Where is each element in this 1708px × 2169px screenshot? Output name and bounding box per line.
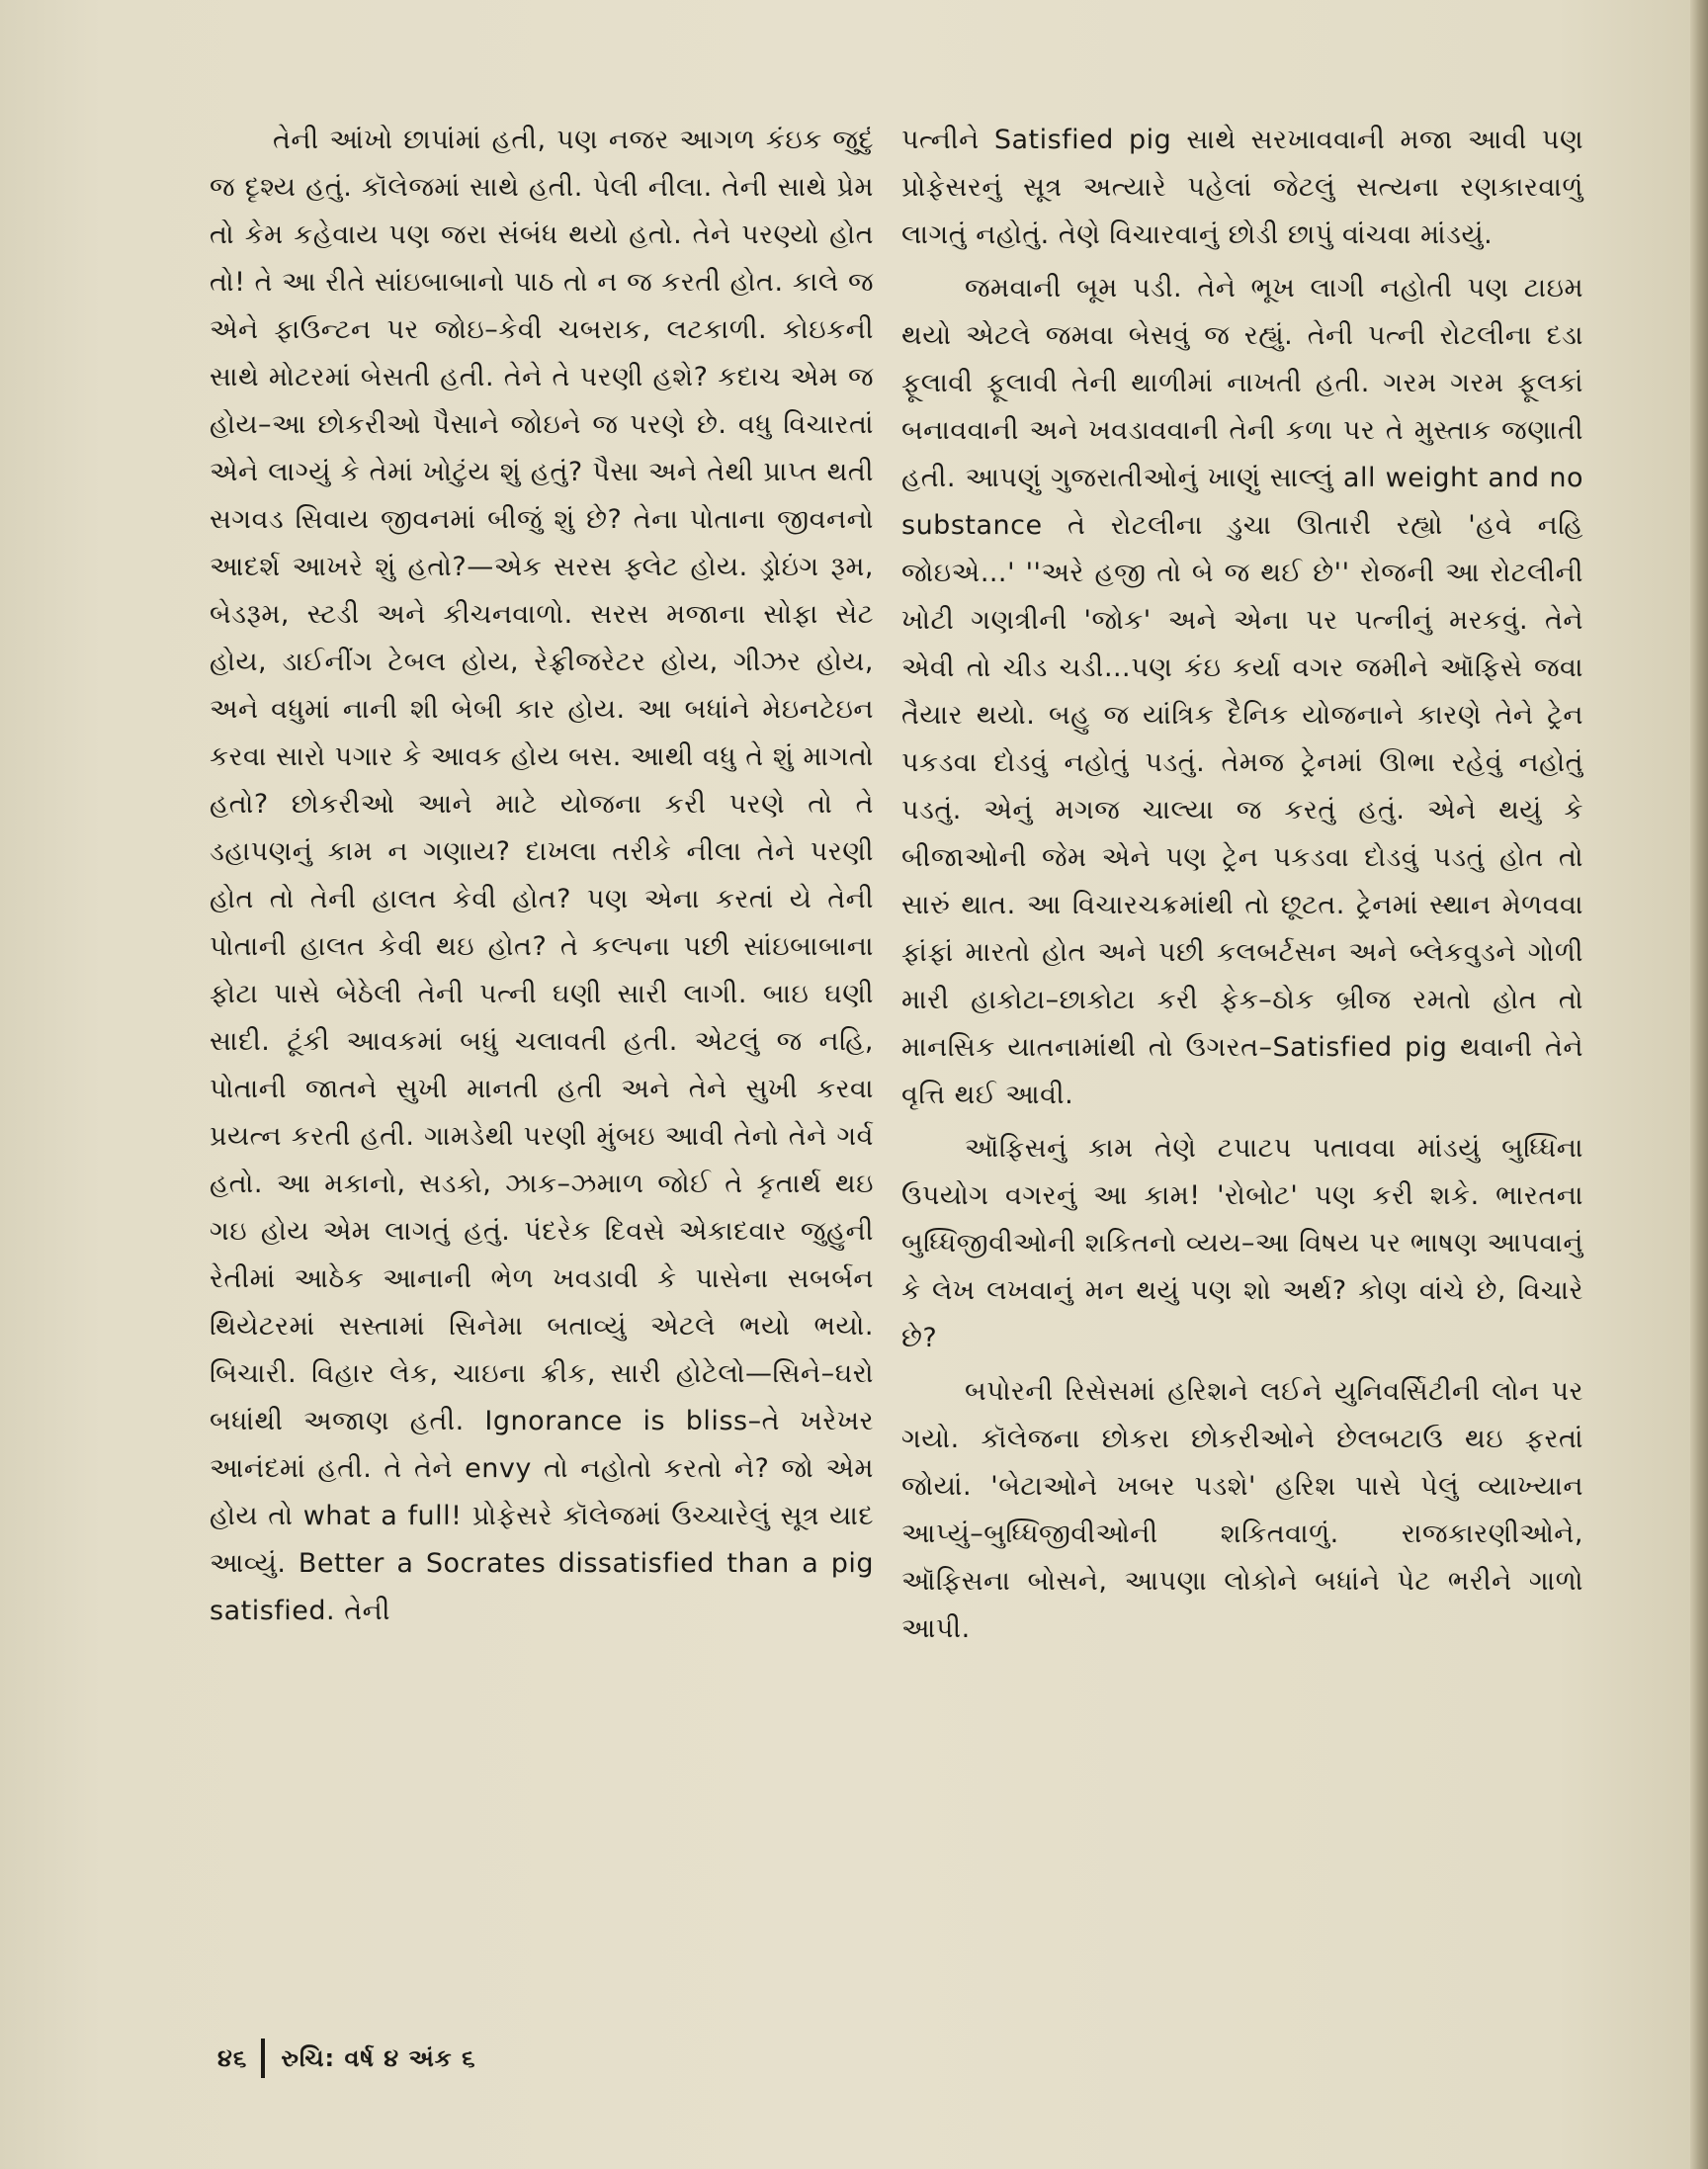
- right-column: [901, 117, 1583, 1659]
- paragraph: પત્નીને Satisfied pig સાથે સરખાવવાની મજા આવી પણ પ્રોફેસરનું સૂત્ર અત્યારે પહેલાં જેટલું સત્યના રણકારવાળું લાગતું નહોતું. તેણે વિચારવાનું છોડી છાપું વાંચવા માંડયું.: [901, 125, 1583, 250]
- paragraph: ઑફિસનું કામ તેણે ટપાટપ પતાવવા માંડયું બુધ્ધિના ઉપયોગ વગરનું આ કામ! 'રોબોટ' પણ કરી શકે. ભારતના બુધ્ધિજીવીઓની શકિતનો વ્યય–આ વિષય પર ભાષણ આપવાનું કે લેખ લખવાનું મન થયું પણ શો અર્થ? કોણ વાંચે છે, વિચારે છે?: [901, 1133, 1583, 1353]
- paragraph: તેની આંખો છાપાંમાં હતી, પણ નજર આગળ કંઇક જુદું જ દૃશ્ય હતું. કૉલેજમાં સાથે હતી. પેલી નીલા. તેની સાથે પ્રેમ તો કેમ કહેવાય પણ જરા સંબંધ થયો હતો. તેને પરણ્યો હોત તો! તે આ રીતે સાંઇબાબાનો પાઠ તો ન જ કરતી હોત. કાલે જ એને ફાઉન્ટન પર જોઇ–કેવી ચબરાક, લટકાળી. કોઇકની સાથે મોટરમાં બેસતી હતી. તેને તે પરણી હશે? કદાચ એમ જ હોય–આ છોકરીઓ પૈસાને જોઇને જ પરણે છે. વધુ વિચારતાં એને લાગ્યું કે તેમાં ખોટુંય શું હતું? પૈસા અને તેથી પ્રાપ્ત થતી સગવડ સિવાય જીવનમાં બીજું શું છે? તેના પોતાના જીવનનો આદર્શ આખરે શું હતો?—એક સરસ ફ્લેટ હોય. ડ્રોઇંગ રૂમ, બેડરૂમ, સ્ટડી અને કીચનવાળો. સરસ મજાના સોફા સેટ હોય, ડાઈનીંગ ટેબલ હોય, રેફ્રીજરેટર હોય, ગીઝર હોય, અને વધુમાં નાની શી બેબી કાર હોય. આ બધાંને મેઇનટેઇન કરવા સારો પગાર કે આવક હોય બસ. આથી વધુ તે શું માગતો હતો? છોકરીઓ આને માટે યોજના કરી પરણે તો તે ડહાપણનું કામ ન ગણાય? દાખલા તરીકે નીલા તેને પરણી હોત તો તેની હાલત કેવી હોત? પણ એના કરતાં યે તેની પોતાની હાલત કેવી થઇ હોત? તે કલ્પના પછી સાંઇબાબાના ફોટા પાસે બેઠેલી તેની પત્ની ઘણી સારી લાગી. બાઇ ઘણી સાદી. ટૂંકી આવકમાં બધું ચલાવતી હતી. એટલું જ નહિ, પોતાની જાતને સુખી માનતી હતી અને તેને સુખી કરવા પ્રયત્ન કરતી હતી. ગામડેથી પરણી મુંબઇ આવી તેનો તેને ગર્વ હતો. આ મકાનો, સડકો, ઝાક–ઝમાળ જોઈ તે કૃતાર્થ થઇ ગઇ હોય એમ લાગતું હતું. પંદરેક દિવસે એકાદવાર જુહુની રેતીમાં આઠેક આનાની ભેળ ખવડાવી કે પાસેના સબર્બન થિયેટરમાં સસ્તામાં સિનેમા બતાવ્યું એટલે ભયો ભયો. બિચારી. વિહાર લેક, ચાઇના ક્રીક, સારી હોટેલો—સિને–ઘરો બધાંથી અજાણ હતી. Ignorance is bliss–તે ખરેખર આનંદમાં હતી. તે તેને envy તો નહોતો કરતો ને? જો એમ હોય તો what a full! પ્રોફેસરે કૉલેજમાં ઉચ્ચારેલું સૂત્ર યાદ આવ્યું. Better a Socrates dissatisfied than a pig satisfied. તેની: [210, 125, 874, 1626]
- journal-issue: રુચિ: વર્ષ ૪ અંક ૬: [281, 2044, 476, 2072]
- left-column: [210, 117, 874, 1641]
- paragraph: જમવાની બૂમ પડી. તેને ભૂખ લાગી નહોતી પણ ટાઇમ થયો એટલે જમવા બેસવું જ રહ્યું. તેની પત્ની રોટલીના દડા ફૂલાવી ફૂલાવી તેની થાળીમાં નાખતી હતી. ગરમ ગરમ ફૂલકાં બનાવવાની અને ખવડાવવાની તેની કળા પર તે મુસ્તાક જણાતી હતી. આપણું ગુજરાતીઓનું ખાણું સાલ્લું all weight and no substance તે રોટલીના ડુચા ઊતારી રહ્યો 'હવે નહિ જોઇએ…' ''અરે હજી તો બે જ થઈ છે'' રોજની આ રોટલીની ખોટી ગણત્રીની 'જોક' અને એના પર પત્નીનું મરકવું. તેને એવી તો ચીડ ચડી…પણ કંઇ કર્યા વગર જમીને ઑફિસે જવા તૈયાર થયો. બહુ જ યાંત્રિક દૈનિક યોજનાને કારણે તેને ટ્રેન પકડવા દોડવું નહોતું પડતું. તેમજ ટ્રેનમાં ઊભા રહેવું નહોતું પડતું. એનું મગજ ચાલ્યા જ કરતું હતું. એને થયું કે બીજાઓની જેમ એને પણ ટ્રેન પકડવા દોડવું પડતું હોત તો સારું થાત. આ વિચારચક્રમાંથી તો છૂટત. ટ્રેનમાં સ્થાન મેળવવા ફાંફાં મારતો હોત અને પછી કલબર્ટસન અને બ્લેકવુડને ગોળી મારી હાકોટા–છાકોટા કરી ફેક–ઠોક બ્રીજ રમતો હોત તો માનસિક યાતનામાંથી તો ઉગરત–Satisfied pig થવાની તેને વૃત્તિ થઈ આવી.: [901, 273, 1583, 1110]
- page-binding-edge: [1690, 0, 1708, 2169]
- page-number: ૪૬: [217, 2044, 248, 2072]
- page-footer: [217, 2037, 476, 2080]
- footer-divider: [261, 2039, 265, 2078]
- paragraph: બપોરની રિસેસમાં હરિશને લઈને યુનિવર્સિટીની લોન પર ગયો. કૉલેજના છોકરા છોકરીઓને છેલબટાઉ થઇ ફરતાં જોયાં. 'બેટાઓને ખબર પડશે' હરિશ પાસે પેલું વ્યાખ્યાન આપ્યું–બુધ્ધિજીવીઓની શકિતવાળું. રાજકારણીઓને, ઑફિસના બોસને, આપણા લોકોને બધાંને પેટ ભરીને ગાળો આપી.: [901, 1376, 1583, 1644]
